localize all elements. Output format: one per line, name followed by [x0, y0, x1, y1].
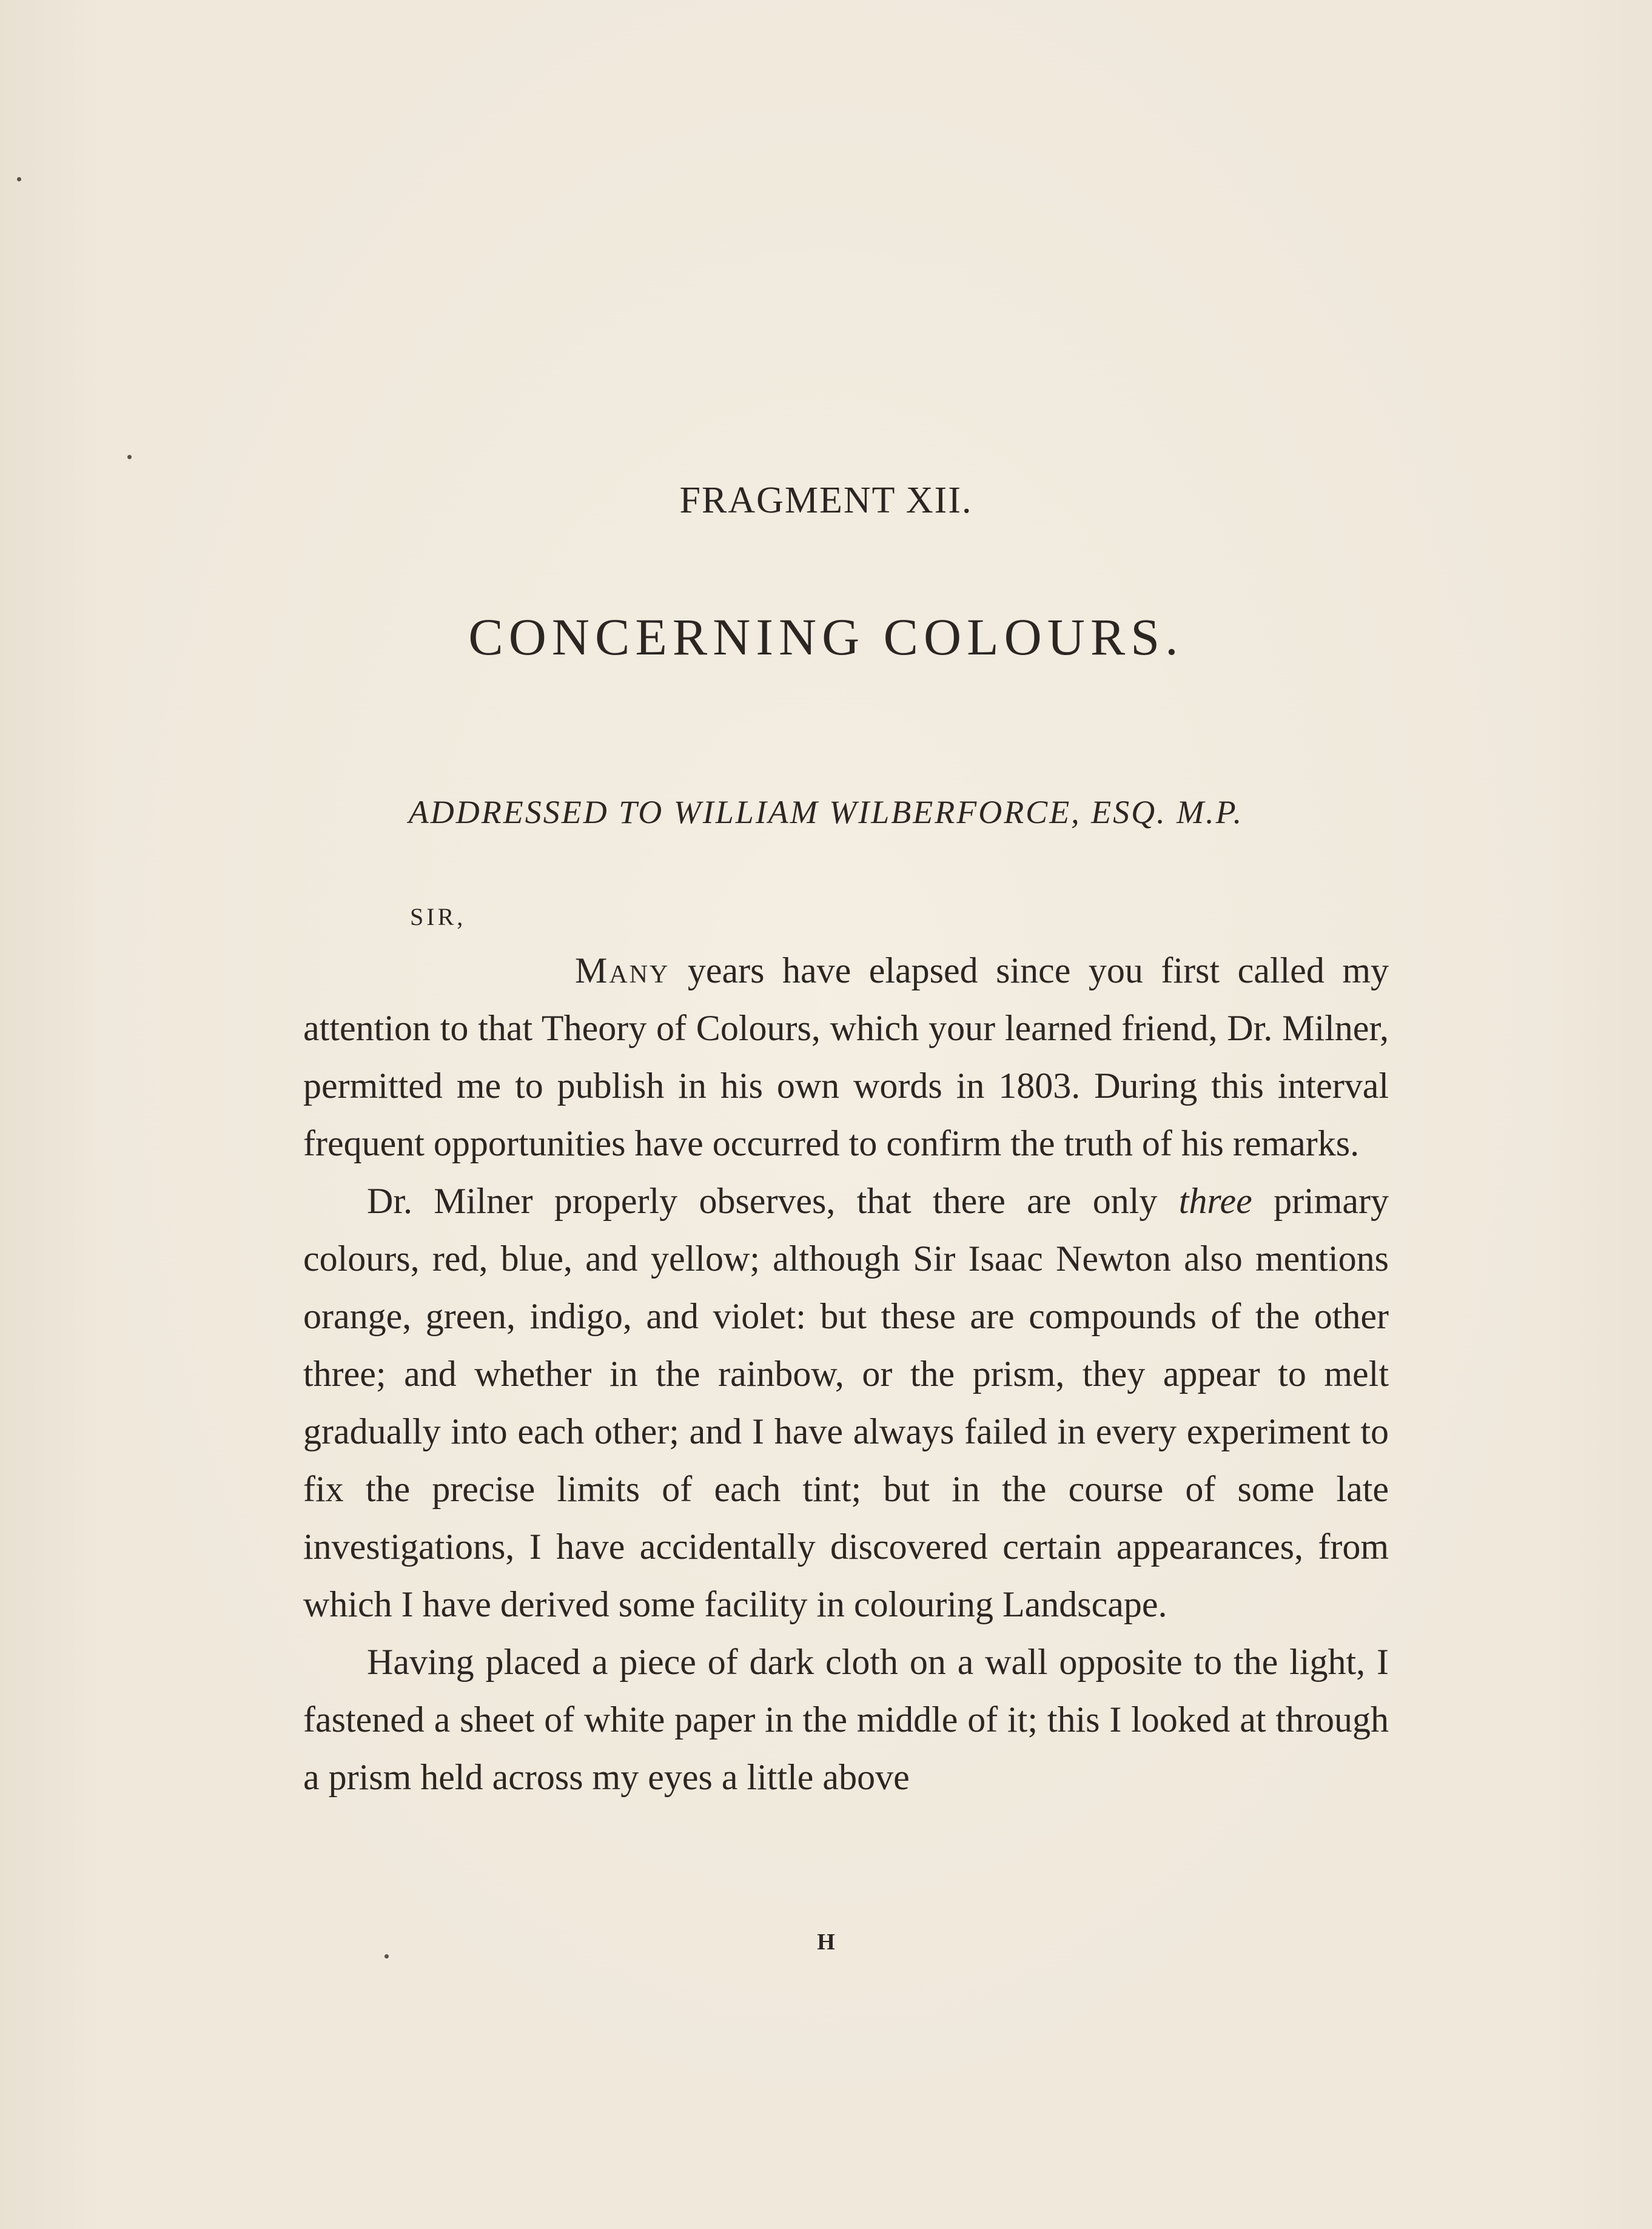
signature-mark: H	[817, 1929, 835, 1955]
body-text	[303, 942, 1389, 1806]
paragraph-1-text: years have elapsed since you first called my attention to that Theory of Colours, which your learned friend, Dr. Milner, permitted me to publish in his own words in 1803. During this interval frequent opportunities have occurred to confirm the truth of his remarks.	[303, 950, 1389, 1163]
chapter-title: CONCERNING COLOURS.	[468, 608, 1184, 666]
running-head: FRAGMENT XII.	[679, 480, 973, 521]
margin-speck	[17, 177, 21, 181]
paragraph-2-text-b: primary colours, red, blue, and yellow; although Sir Isaac Newton also mentions orange, green, indigo, and violet: but these are compounds of the other three; and whether in the rainbow, or the prism, they appear to melt gradually into each other; and I have always failed in every experiment to fix the precise limits of each tint; but in the course of some late investigations, I have accidentally discovered certain appearances, from which I have derived some facility in colouring Landscape.	[303, 1181, 1389, 1624]
emphasis-word: three	[1178, 1181, 1252, 1221]
salutation: SIR,	[410, 903, 466, 930]
paragraph-2-text-a: Dr. Milner properly observes, that there are only	[367, 1181, 1179, 1221]
paragraph-1	[303, 942, 1389, 1172]
paragraph-2	[303, 1172, 1389, 1633]
margin-speck	[127, 455, 132, 459]
paragraph-3: Having placed a piece of dark cloth on a wall opposite to the light, I fastened a sheet of white paper in the middle of it; this I looked at through a prism held across my eyes a little above	[303, 1642, 1389, 1797]
drop-word: Many	[575, 950, 670, 990]
dedication-line: ADDRESSED TO WILLIAM WILBERFORCE, ESQ. M.P.	[408, 794, 1244, 830]
